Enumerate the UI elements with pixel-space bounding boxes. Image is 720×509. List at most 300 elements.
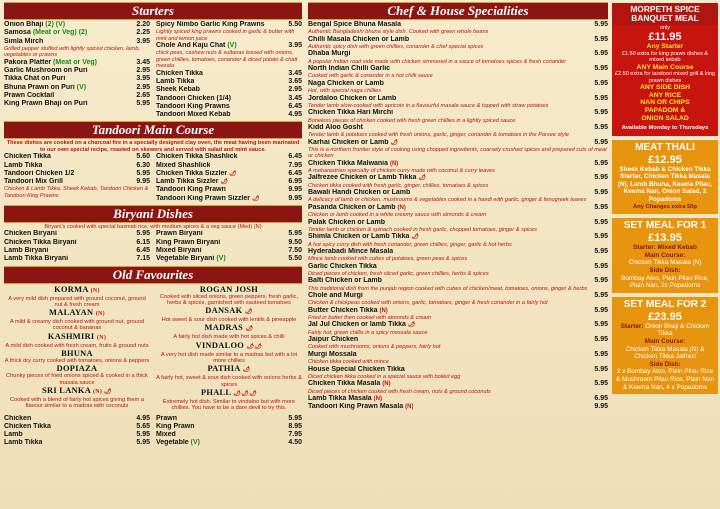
curry-desc: Chunky pieces of fried onions spiced & cooked in a thick masala sauce <box>6 373 148 386</box>
item-name-text: Lamb Biryani <box>4 247 49 254</box>
special-name-text: Hyderabadi Mince Masala <box>308 247 394 255</box>
item-price: 5.95 <box>136 169 150 177</box>
item-name-text: Lamb <box>4 431 23 439</box>
banquet-price: £11.95 <box>648 31 682 44</box>
item-name <box>156 439 200 447</box>
special-desc: Authentic Bangladeshi bhuna style dish. Cooked with green whole beans <box>308 29 489 36</box>
item-price: 5.95 <box>136 439 150 447</box>
item-price: 3.45 <box>288 94 302 102</box>
special-desc: Chicken & chickpeas cooked with onions, garlic, tomatoes, ginger & fresh coriander in a fairly hot <box>308 300 548 307</box>
item-tag: (V) <box>76 83 87 91</box>
curry-desc: Extremely hot dish. Similar to vindaloo but with more chillies. You have to be a dare devil to try this. <box>162 398 296 412</box>
special-name-text: Bawali Handi Chicken or Lamb <box>308 189 411 197</box>
item-price: 3.45 <box>136 58 150 66</box>
item-price: 6.45 <box>288 153 302 161</box>
curry-tag: (N) <box>95 311 105 318</box>
item-name <box>156 111 231 119</box>
special-item <box>308 219 608 227</box>
special-name <box>308 139 398 147</box>
special-price: 5.95 <box>594 321 608 329</box>
item-name-text: Mixed <box>156 431 176 439</box>
item-price: 2.95 <box>288 86 302 94</box>
menu-item <box>4 423 150 431</box>
curry-name <box>156 364 302 375</box>
item-name <box>4 29 87 37</box>
special-price: 5.95 <box>594 35 608 43</box>
special-price: 5.95 <box>594 138 608 146</box>
curry-tag: 🌶 <box>245 326 254 333</box>
item-name <box>156 153 238 161</box>
special-desc: Chicken or lamb cooked in a white creamy sauce with almonds & cream <box>308 212 487 219</box>
starters-left-list <box>4 21 150 119</box>
special-name-text: Karhai Chicken or Lamb <box>308 138 389 146</box>
special-desc: Hot, with special naga chillies <box>308 88 382 95</box>
curry-desc: Cooked with a blend of fairly hot spices giving them a flavour similar to a madras with coconuts <box>9 396 145 410</box>
set-meal-1-price: £13.95 <box>648 232 682 245</box>
item-name <box>156 70 203 78</box>
special-desc: Tender lamb slow-cooked with apricots in a flavourful masala sauce & topped with straw potatoes <box>308 102 549 109</box>
curry-name-text: ROGAN JOSH <box>199 284 259 294</box>
item-name-text: Tandoori King Prawn <box>156 186 226 194</box>
special-desc: Diced pieces of chicken, fresh sliced garlic, green chillies, herbs & spices <box>308 270 489 277</box>
curry-name <box>156 388 302 399</box>
special-price: 5.95 <box>594 189 608 197</box>
item-name-text: Lamb Tikka <box>4 161 43 169</box>
special-name-text: Butter Chicken Tikka <box>308 306 378 314</box>
special-item <box>308 160 608 168</box>
special-item <box>308 233 608 241</box>
special-desc: A maharastrian specialty of chicken curry made with coconut & curry leaves <box>308 168 495 175</box>
set-meal-2-starter: Onion Bhaji & Chicken Tikka <box>645 322 710 338</box>
item-name-text: Chicken Tikka Biryani <box>4 238 77 246</box>
special-price: 5.95 <box>594 262 608 270</box>
item-name <box>156 86 200 94</box>
special-item <box>308 395 608 403</box>
special-name-text: Garlic Chicken Tikka <box>308 262 377 270</box>
item-tag: 🌶 <box>220 179 229 186</box>
special-item <box>308 351 608 359</box>
set-meal-1-box <box>612 218 718 293</box>
item-name-text: Tandoori Chicken 1/2 <box>4 169 75 177</box>
special-desc: Boneless pieces of chicken cooked with fresh green chillies in a lightly spiced sauce <box>308 117 516 124</box>
item-name <box>4 239 77 247</box>
menu-item <box>156 247 302 255</box>
menu-item <box>156 230 302 238</box>
item-name-text: Tandoori Mixed Kebab <box>156 111 231 119</box>
special-name <box>308 380 391 388</box>
item-name-text: Tandoori King Prawn Sizzler <box>156 194 250 202</box>
curry-desc: A mild dish cooked with fresh cream, fruits & ground nuts <box>5 342 149 349</box>
special-item <box>308 307 608 315</box>
item-price: 2.95 <box>136 67 150 74</box>
special-name-text: Bengal Spice Bhuna Masala <box>308 21 401 28</box>
menu-item <box>156 415 302 423</box>
menu-item <box>4 100 150 108</box>
item-name <box>4 21 65 29</box>
set-meal-1-starter: Starter: Mixed Kebab <box>633 244 697 252</box>
curry-name <box>156 306 302 317</box>
curry-name-text: KORMA <box>54 284 89 294</box>
curry-desc: A fairly hot dish made with hot spices & chilli <box>173 334 285 341</box>
curry-item <box>4 285 150 309</box>
tandoori-intro: These dishes are cooked on a charcoal fire in a specially designed clay oven, the meat having been marinated to our own special recipe, roasted on skewers and served with salad and mint sauce. <box>6 140 300 153</box>
menu-item <box>4 439 150 447</box>
curry-name-text: DOPIAZA <box>56 364 98 374</box>
biryani-section <box>4 230 302 263</box>
favourites-heading: Old Favourites <box>4 266 302 284</box>
special-name <box>308 336 358 344</box>
special-desc: Chicken tikka cooked with fresh garlic, ginger, chillies, tomatoes & spices <box>308 182 489 189</box>
middle-column <box>308 0 608 412</box>
curry-name <box>156 323 302 334</box>
menu-item <box>156 78 302 86</box>
curry-name <box>4 386 150 397</box>
item-price: 8.95 <box>288 422 302 430</box>
special-price: 5.95 <box>594 203 608 211</box>
special-tag: (N) <box>405 404 414 411</box>
special-tag: 🌶 <box>390 139 399 146</box>
item-name-text: Lamb Tikka <box>4 439 43 447</box>
item-name-text: Prawn Biryani <box>156 230 203 238</box>
special-item <box>308 109 608 117</box>
item-tag: (Meat or Veg) <box>53 58 97 66</box>
item-price: 2.65 <box>136 91 150 99</box>
special-name-text: Naga Chicken or Lamb <box>308 79 384 87</box>
curry-name-text: BHUNA <box>61 349 93 359</box>
set-meal-2-box <box>612 297 718 394</box>
curry-item <box>4 308 150 332</box>
menu-item <box>4 21 150 29</box>
menu-item <box>156 103 302 111</box>
special-name-text: Lamb Tikka Masala <box>308 394 372 402</box>
meat-thali-box <box>612 140 718 215</box>
menu-item <box>156 239 302 247</box>
menu-item <box>4 92 150 100</box>
special-price: 5.95 <box>594 336 608 344</box>
curry-name-text: PATHIA <box>207 364 241 374</box>
starters-section <box>4 21 302 119</box>
menu-item <box>4 38 150 46</box>
curry-tag: 🌶🌶🌶 <box>233 390 258 397</box>
item-name-text: Lamb Tikka <box>156 77 195 85</box>
favourites-prices-right <box>156 415 302 448</box>
special-tag: (N) <box>373 395 382 402</box>
special-name-text: Pasanda Chicken or Lamb <box>308 203 396 211</box>
item-name <box>156 195 260 203</box>
item-price: 6.45 <box>288 102 302 110</box>
biryani-left-list <box>4 230 150 263</box>
special-name <box>308 36 409 44</box>
menu-item <box>156 195 302 203</box>
special-price: 9.95 <box>594 403 608 411</box>
item-name <box>4 75 65 83</box>
special-tag: 🌶 <box>411 234 419 241</box>
set-meal-2-title: SET MEAL FOR 2 <box>623 298 707 310</box>
special-name <box>308 395 382 403</box>
special-item <box>308 189 608 197</box>
menu-item <box>156 423 302 431</box>
special-price: 5.95 <box>594 350 608 358</box>
item-price: 5.95 <box>288 414 302 422</box>
curry-name <box>4 349 150 358</box>
item-name-text: Mixed Biryani <box>156 247 202 254</box>
item-price: 4.95 <box>288 111 302 119</box>
curry-item <box>4 386 150 410</box>
item-price: 3.95 <box>288 42 302 50</box>
curry-name-text: MALAYAN <box>49 308 94 318</box>
item-name <box>156 78 194 86</box>
item-price: 6.15 <box>136 238 150 246</box>
special-item <box>308 36 608 44</box>
item-note: Chicken & Lamb Tikka, Sheek Kebab, Tandoori Chicken & Tandoori King Prawns <box>4 186 149 199</box>
special-desc: Diced chicken tikka cooked in a special sauce with boiled egg <box>308 373 461 380</box>
curry-desc: A thick dry curry cooked with tomatoes, onions & peppers <box>4 358 150 365</box>
special-price: 5.95 <box>594 306 608 314</box>
item-price: 5.95 <box>288 230 302 238</box>
special-name <box>308 321 416 329</box>
banquet-side-1: ANY SIDE DISH <box>639 83 691 91</box>
special-name <box>308 160 398 168</box>
item-name <box>156 255 226 263</box>
curry-name-text: DANSAK <box>205 306 243 316</box>
item-name-text: Chole And Kaju Chat <box>156 42 226 50</box>
set-meal-1-main-label: Main Course: <box>644 251 686 259</box>
special-name <box>308 65 390 73</box>
menu-item <box>4 431 150 439</box>
tandoori-right-list <box>156 153 302 203</box>
item-name-text: Mixed Shashlick <box>156 161 211 169</box>
special-name-text: Chicken Tikka Malwania <box>308 159 389 167</box>
item-name <box>156 423 195 431</box>
curry-item <box>156 323 302 340</box>
item-price: 9.95 <box>288 186 302 194</box>
menu-item <box>4 29 150 37</box>
menu-item <box>156 21 302 29</box>
item-name-text: Tandoori Chicken (1/4) <box>156 94 231 102</box>
menu-item <box>4 75 150 83</box>
special-name-text: North Indian Chilli Garlic <box>308 65 391 73</box>
meat-thali-desc: Sheek Kebab & Chicken Tikka Starter, Chicken Tikka Masala (N), Lamb Bhuna, Keema Pilau, Keema Nan, Onion Salad, 2 Popadoms <box>617 165 713 204</box>
special-name <box>308 109 393 117</box>
item-name <box>156 178 228 186</box>
special-name-text: Kidd Aloo Gosht <box>308 123 363 131</box>
curry-name-text: PHALL <box>200 387 231 397</box>
item-price: 7.50 <box>288 247 302 254</box>
starters-heading: Starters <box>4 2 302 20</box>
biryani-intro: Biryani's cooked with special basmati rice, with medium spices & a veg sauce (Med) (N) <box>44 224 262 230</box>
tandoori-section <box>4 153 302 203</box>
curry-tag: 🌶 <box>244 309 253 316</box>
item-name <box>156 239 220 247</box>
banquet-note-1: £1.50 extra for king prawn dishes & mixed kebab <box>621 50 709 64</box>
menu-item <box>156 439 302 447</box>
item-tag: (2) (V) <box>45 21 66 28</box>
banquet-any-starter: Any Starter <box>646 43 684 51</box>
curry-item <box>4 349 150 364</box>
curry-name <box>4 332 150 343</box>
special-tag: (N) <box>379 307 388 314</box>
special-name <box>308 219 385 227</box>
biryani-right-list <box>156 230 302 263</box>
special-price: 5.95 <box>594 94 608 102</box>
special-item <box>308 336 608 344</box>
curry-tag: 🌶 <box>242 367 251 374</box>
special-name <box>308 366 405 374</box>
special-item <box>308 204 608 212</box>
special-name <box>308 50 350 58</box>
special-desc: Fairly hot, green chillis in a spicy mossala sauce <box>308 329 428 336</box>
set-meal-2-side: 2 x Bombay Aloo, Plain Pilau Rice & Mushroom Pilau Rice, Plain Nan & Keema Nan, 4 x Popadoms <box>615 368 715 391</box>
item-name-text: Lamb Tikka Sizzler <box>156 178 219 186</box>
menu-item <box>4 247 150 255</box>
curry-name <box>4 364 150 373</box>
banquet-side-3: NAN OR CHIPS <box>640 99 690 107</box>
menu-item <box>4 84 150 92</box>
curry-name <box>156 285 302 294</box>
item-name-text: King Prawn Bhaji on Puri <box>4 100 88 108</box>
menu-item <box>156 255 302 263</box>
menu-item <box>156 86 302 94</box>
item-name-text: Garlic Mushroom on Puri <box>4 67 88 74</box>
special-name <box>308 174 426 182</box>
menu-item <box>156 162 302 170</box>
special-desc: This is a northern frontier style of cooking using chopped ingredients, coarsely crushed spices and prepared cuts of meat or chicken <box>308 146 607 160</box>
special-price: 5.95 <box>594 65 608 73</box>
item-name-text: Onion Bhaji <box>4 21 44 28</box>
item-name <box>4 59 97 67</box>
item-price: 5.50 <box>288 21 302 28</box>
item-name-text: Tandoori King Prawns <box>156 102 230 110</box>
item-name <box>4 247 48 255</box>
item-price: 5.95 <box>136 100 150 108</box>
special-tag: (N) <box>389 160 399 167</box>
item-price: 9.95 <box>136 178 150 186</box>
item-price: 9.50 <box>288 238 302 246</box>
curry-desc: A very mild dish prepared with ground coconut, ground nut & fresh cream <box>8 295 146 308</box>
item-price: 2.25 <box>136 29 150 37</box>
item-name-text: Spicy Nimbo Garlic King Prawns <box>156 21 265 28</box>
menu-item <box>4 162 150 170</box>
special-name <box>308 263 377 271</box>
item-name-text: King Prawn Biryani <box>156 238 221 246</box>
special-name <box>308 124 363 132</box>
item-name-text: Sheek Kebab <box>156 86 200 94</box>
item-name-text: Chicken Tikka <box>156 69 203 77</box>
special-item <box>308 139 608 147</box>
item-price: 5.50 <box>288 255 302 263</box>
special-name <box>308 80 384 88</box>
set-meal-2-price: £23.95 <box>648 310 682 323</box>
special-name-text: Chicken Tikka Hari Mirchi <box>308 109 394 117</box>
item-price: 7.95 <box>288 431 302 439</box>
special-item <box>308 366 608 374</box>
special-name-text: Jalfrezee Chicken or Lamb Tikka <box>308 174 417 182</box>
special-price: 5.95 <box>594 218 608 226</box>
set-meal-1-side-label: Side Dish: <box>649 267 681 275</box>
special-item <box>308 21 608 29</box>
banquet-box <box>612 3 718 136</box>
item-name <box>156 95 231 103</box>
special-item <box>308 321 608 329</box>
menu-item <box>156 178 302 186</box>
set-meal-2-side-label: Side Dish: <box>649 360 681 368</box>
special-desc: A hot spicy curry dish with fresh coriander, green chillies, ginger, garlic & hot herbs <box>308 241 512 248</box>
item-price: 6.45 <box>288 169 302 177</box>
special-name <box>308 277 382 285</box>
item-name <box>4 162 42 170</box>
item-name-text: King Prawn <box>156 422 195 430</box>
item-note: Grilled pepper stuffed with lightly spiced chicken, lamb, vegetables or prawns <box>4 45 140 59</box>
chef-heading: Chef & House Specialities <box>308 2 608 20</box>
curry-tag: (N) 🌶 <box>93 388 112 395</box>
special-price: 5.95 <box>594 79 608 87</box>
meat-thali-price: £12.95 <box>648 153 682 166</box>
special-desc: Diced pieces of chicken cooked with fresh cream, nuts & ground coconuts <box>308 388 491 395</box>
special-name-text: Chilli Masala Chicken or Lamb <box>308 35 410 43</box>
item-price: 5.60 <box>136 153 150 161</box>
banquet-side-5: ONION SALAD <box>641 115 689 123</box>
special-name <box>308 233 419 241</box>
item-name-text: Tikka Chat on Puri <box>4 75 66 83</box>
item-price: 5.65 <box>136 422 150 430</box>
banquet-side-2: ANY RICE <box>648 91 682 99</box>
item-price: 5.95 <box>136 230 150 238</box>
item-price: 3.65 <box>288 77 302 85</box>
special-name <box>308 307 388 315</box>
item-name <box>156 186 226 194</box>
curry-item <box>156 306 302 323</box>
chef-specials-list <box>308 21 608 412</box>
set-meal-2-starter-label: Starter: <box>620 322 644 330</box>
item-tag: (Meat or Veg) (2) <box>32 29 88 37</box>
special-desc: Cooked with garlic & coriander in a hot chilli sauce <box>308 73 433 80</box>
special-price: 5.95 <box>594 159 608 167</box>
item-name <box>4 178 63 186</box>
item-name <box>4 423 51 431</box>
special-desc: Fried in butter then cooked with almonds & cream <box>308 315 432 322</box>
item-price: 3.95 <box>136 37 150 45</box>
menu-item <box>4 178 150 186</box>
menu-item <box>4 67 150 75</box>
special-name-text: House Special Chicken Tikka <box>308 365 405 373</box>
special-price: 6.95 <box>594 394 608 402</box>
item-tag: 🌶 <box>251 195 260 202</box>
menu-item <box>4 153 150 161</box>
special-name-text: Palak Chicken or Lamb <box>308 218 386 226</box>
curry-name-text: MADRAS <box>204 323 244 333</box>
special-desc: Authentic spicy dish with green chillies, coriander & chef special spices <box>308 44 484 50</box>
special-item <box>308 65 608 73</box>
special-name-text: Shimla Chicken or Lamb Tikka <box>308 233 410 241</box>
special-desc: This traditional dish from the punjab region cooked with cubes of chicken/meat, tomatoes, onions, ginger & herbs <box>308 285 588 292</box>
menu-item <box>4 59 150 67</box>
curry-tag: (N) <box>96 334 107 341</box>
curry-name <box>4 285 150 296</box>
item-name <box>4 415 31 423</box>
menu-item <box>4 255 150 263</box>
banquet-any-main: ANY Main Course <box>636 63 694 71</box>
item-price: 6.95 <box>288 178 302 186</box>
special-name <box>308 95 396 103</box>
special-name <box>308 21 401 29</box>
curry-desc: A fairly hot, sweet & sour dish cooked with onions herbs & spices <box>156 375 302 388</box>
item-name <box>156 42 237 50</box>
menu-item <box>156 170 302 178</box>
item-price: 5.95 <box>136 431 150 439</box>
meat-thali-changes: Any Changes extra 50p <box>632 203 698 210</box>
tandoori-heading: Tandoori Main Course <box>4 121 302 139</box>
item-name-text: Prawn Cocktail <box>4 91 55 99</box>
